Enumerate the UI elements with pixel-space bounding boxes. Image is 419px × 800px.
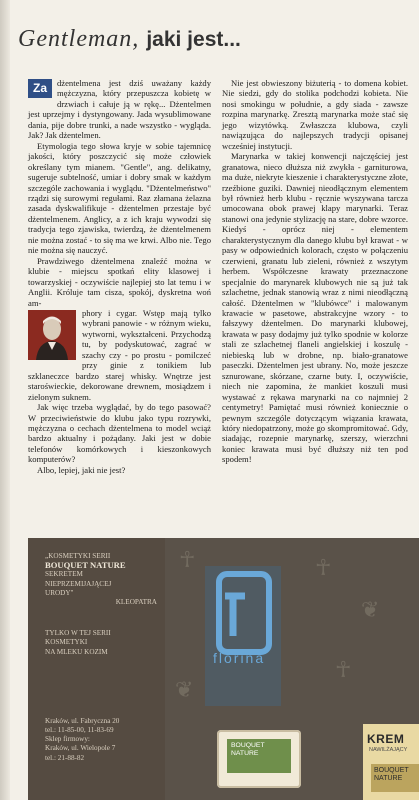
decor-glyph: ☥ <box>315 556 332 581</box>
paragraph: Nie jest obwieszony biżuterią - to domena kobiet. Nie siedzi, gdy do stolika podchodzi kobieta. Nie nosi smokingu w południe, a gdy siada - zawsze rozpina marynarkę. Zresztą marynarka może stać się jego wizytówką. Zwłaszcza klubowa, czyli nawiązująca do najlepszych tradycji opisanej wcześniej instytucji. <box>222 78 408 151</box>
box-subtitle: NAWILŻAJĄCY <box>369 747 408 753</box>
title-accent: jaki jest... <box>146 28 241 51</box>
paragraph: Prawdziwego dżentelmena znaleźć można w klubie - miejscu spotkań elity klasowej i towarzyskiej - oczywiście najlepiej sto lat temu i w Anglii. Króluje tam cisza, spokój, dyskretna woń am- <box>28 255 211 308</box>
paragraph: Albo, lepiej, jaki nie jest? <box>37 464 126 475</box>
box-label: BOUQUET NATURE <box>371 764 419 792</box>
left-column <box>28 78 211 526</box>
page-edge <box>0 0 10 800</box>
product-box-image <box>363 724 419 800</box>
ad-text-panel <box>28 538 165 800</box>
ad-line: URODY" <box>45 588 74 597</box>
gentleman-portrait-image <box>28 310 76 360</box>
jar-label: BOUQUET NATURE <box>227 739 291 773</box>
paragraph <box>28 78 211 141</box>
drop-cap: Za <box>28 79 52 98</box>
ad-signature: KLEOPATRA <box>115 598 157 607</box>
ad-address-line: Kraków, ul. Wielopole 7 <box>45 744 116 753</box>
ad-address-line: Kraków, ul. Fabryczna 20 <box>45 716 120 725</box>
brand-name: florina <box>213 650 266 666</box>
paragraph-text: dżentelmena jest dziś uważany każdy mężczyzna, który przepuszcza kobietę w drzwiach i całuje ją w rękę... Dżentelmen jest uprzejmy i dystyngowany. Jada wysublimowane dania, pije dobre trunki, a nade wszystko - wygląda. Jak? Jak dżentelmen. <box>28 78 211 141</box>
product-jar-image <box>217 730 301 788</box>
florina-logo-icon <box>205 566 281 706</box>
ad-line: KOSMETYKI <box>45 638 88 647</box>
paragraph: Marynarka w takiej konwencji najczęściej jest granatowa, nieco dłuższa niż zwykła - garniturowa, ma duże, niekryte kieszenie i charakterystyczne złote, rzeźbione guziki. Dawniej nieodłącznym elementem był również herb klubu - ręcznie wyszywana tarcza umocowana obok prawej klapy marynarki. Teraz stanowi ona jedynie stylizację na stare, dobre wzorce. Kiedyś - oprócz niej - elementem charakterystycznym dla danego klubu był krawat - w pasy w odpowiednich kolorach, często w połączeniu czerwieni, granatu lub zieleni, również z wszytym herbem. Współczesne krawaty przeznaczone specjalnie do marynarek klubowych nie są już tak szlachetne, jednak stanowią wraz z nimi nieodłączną całość. Dżentelmen w "klubówce" i malowanym krawacie w pasetowe, abstrakcyjne wzory - to fałszywy dżentelmen. Do marynarki klubowej, krawata w pasy dodajmy już tylko spodnie w kolorze stali ze szlachetnej flaneli angielskiej i koszulę - niebieską lub w drobne, np. biało-granatowe paseczki. Dżentelmen jest ubrany. No, może jeszcze sznurowane, skórzane, czarne buty. I, oczywiście, niech nie zapomina, że mankiet koszuli musi wystawać z rękawa marynarki na co najmniej 2 centymetry! Pamiętać musi również koniecznie o pewnym szczególe dotyczącym wiązania krawata, który niedopatrzony, może go skompromitować. Gdy, siadając, rozepnie marynarkę, szerszy, wierzchni koniec krawata musi być dłuższy niż ten pod spodem! <box>222 151 408 465</box>
advertisement <box>28 538 419 800</box>
decor-glyph: ❦ <box>175 678 194 703</box>
ad-line: TYLKO W TEJ SERII <box>45 629 111 638</box>
paragraph: phory i cygar. Wstęp mają tylko wybrani panowie - w różnym wieku, wytworni, wykształceni. Przychodzą tu, by podyskutować, zagrać w szachy czy - po prostu - pomilczeć przy ginie z tonikiem lub szklaneczce bardzo starej whisky. Wnętrze jest staroświeckie, dekorowane drewnem, mosiądzem i zielonym suknem. <box>28 307 211 402</box>
title-word: Gentleman, <box>18 26 140 52</box>
ad-address-line: tel.: 21-88-82 <box>45 753 85 762</box>
ad-address-line: tel.: 11-85-00, 11-83-69 <box>45 726 114 735</box>
ad-line: „KOSMETYKI SERII <box>45 552 111 560</box>
ad-visual <box>165 538 419 800</box>
article-title <box>18 26 408 58</box>
portrait-icon <box>28 310 76 360</box>
ad-address-line: Sklep firmowy: <box>45 735 90 744</box>
decor-glyph: ☥ <box>335 658 352 683</box>
paragraph: Etymologia tego słowa kryje w sobie tajemnicę jakości, który poszczycić się może człowiek określany tym mianem. "Gentle", ang. delikatny, sugeruje subtelność, umiar i dobry smak w każdym szczególe zachowania i wyglądu. "Dżentelmeństwo" rządzi się surowymi regułami. Raz złamana żelazna zasada dyskwalifikuje - dżentelmen przestaje być dżentelmenem. Anglicy, a z ich kraju wywodzi się tradycja tego zjawiska, twierdzą, że dżentelmenem nie można zostać - to się ma we krwi. Albo nie. Tego nie można się nauczyć. <box>28 140 211 256</box>
ad-line: NIEPRZEMIJAJĄCEJ <box>45 579 112 588</box>
ad-series-title: BOUQUET NATURE <box>45 560 126 571</box>
ad-line: SEKRETEM <box>45 570 83 579</box>
ad-line: NA MLEKU KOZIM <box>45 647 108 656</box>
decor-glyph: ☥ <box>179 548 196 573</box>
decor-glyph: ❦ <box>361 598 380 623</box>
right-column <box>222 78 408 526</box>
box-title: KREM <box>367 732 405 746</box>
paragraph: Jak więc trzeba wyglądać, by do tego pasować? W przeciwieństwie do klubu jako typu rozrywki, mężczyzna o cechach dżentelmena to model wciąż bardzo aktualny i pożądany. Jaki jest w dobie telefonów komórkowych i kieszonkowych komputerów? <box>28 402 211 465</box>
